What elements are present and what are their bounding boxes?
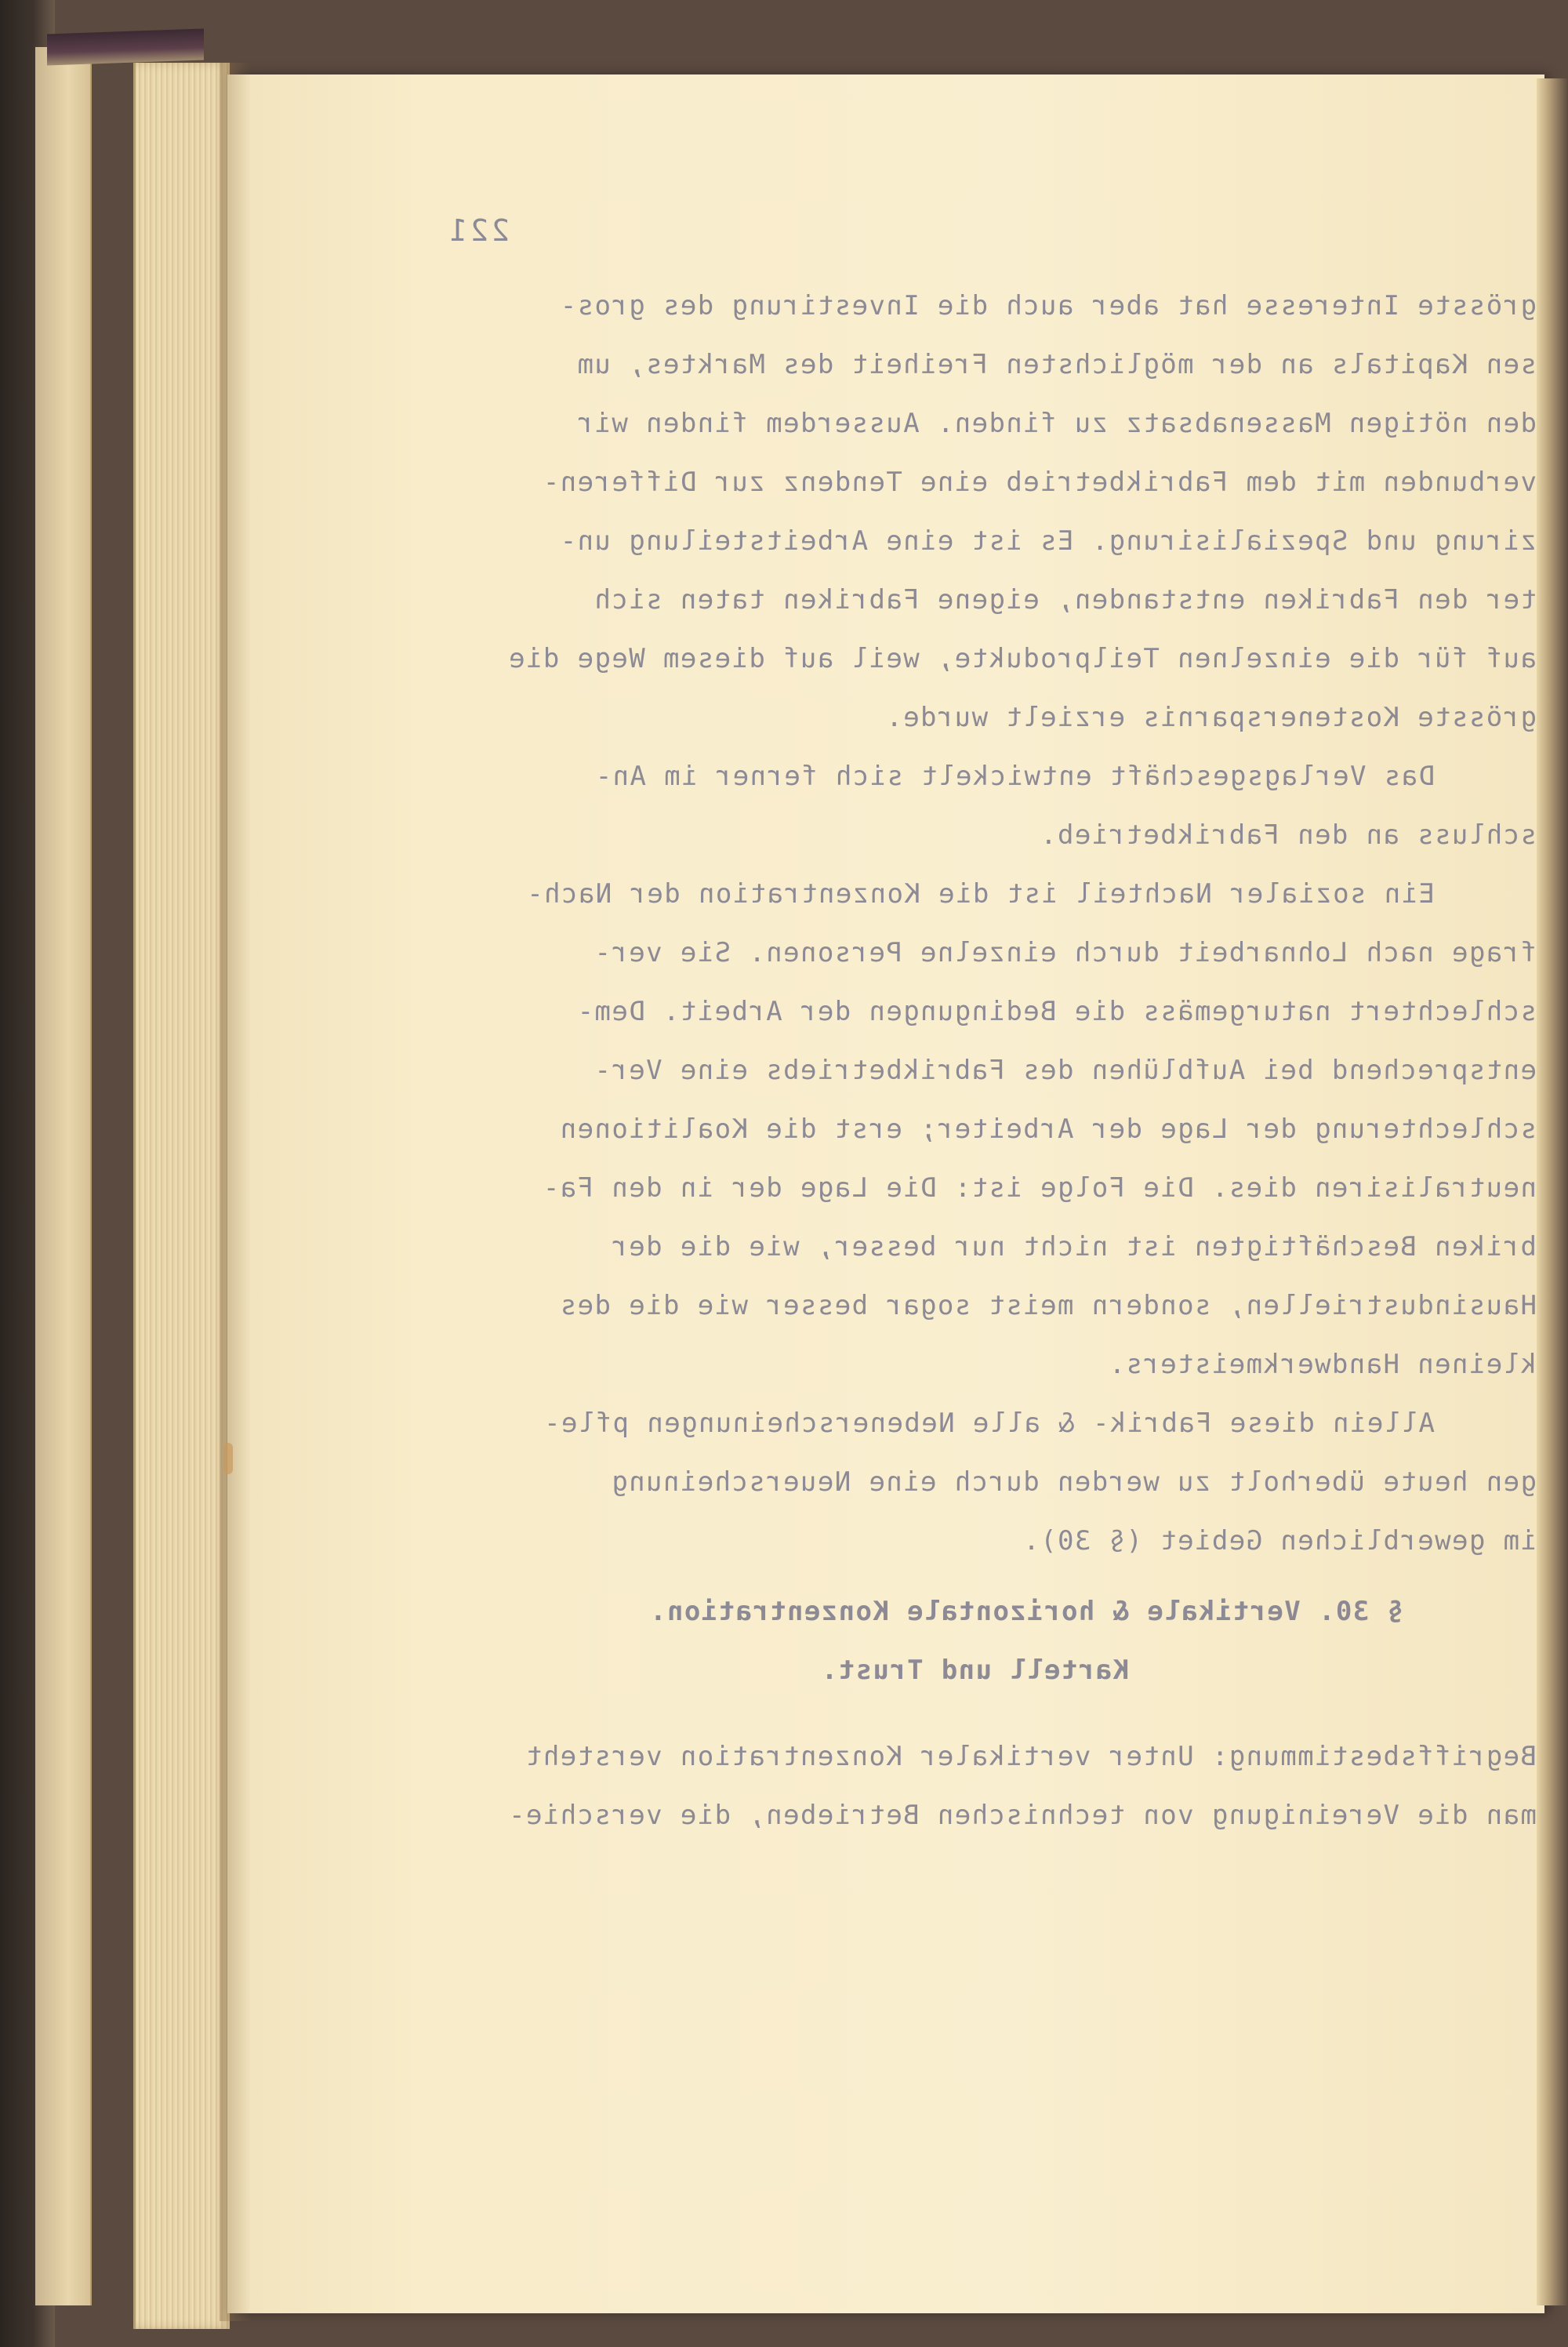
text-line: Ein sozialer Nachteil ist die Konzentration der Nach- [525,878,1435,910]
page-stack [133,63,230,2329]
text-line: im gewerblichen Gebiet (§ 30). [1022,1525,1537,1557]
section-subheading: Kartell und Trust. [820,1655,1129,1686]
text-line: Begriffsbestimmung: Unter vertikaler Konzentration versteht [524,1741,1537,1772]
text-line: man die Vereinigung von technischen Betrieben, die verschie- [507,1800,1537,1831]
page-number: 221 [446,213,510,248]
page-right-edge [1537,78,1568,2305]
text-line: den nötigen Massenabsatz zu finden. Ausserdem finden wir [576,408,1537,439]
bleed-through-text [329,204,1537,2164]
text-line: auf für die einzelnen Teilprodukte, weil auf diesem Wege die [507,643,1537,674]
text-line: neutralisiren dies. Die Folge ist: Die Lage der in den Fa- [542,1172,1537,1204]
gutter-shadow [220,63,251,2321]
text-line: entsprechend bei Aufblühen des Fabrikbetriebs eine Ver- [593,1055,1537,1086]
text-line: briken Beschäftigten ist nicht nur besser, wie die der [611,1231,1537,1263]
text-line: grösste Interesse hat aber auch die Investirung des gros- [559,290,1537,322]
text-line: schlechterung der Lage der Arbeiter; erst die Koalitionen [559,1114,1537,1145]
text-line: grösste Kostenersparnis erzielt wurde. [884,702,1537,733]
text-line: schluss an den Fabrikbetrieb. [1039,819,1537,851]
text-line: zirung und Spezialisirung. Es ist eine Arbeitsteilung un- [559,525,1537,557]
text-line: sen Kapitals an der möglichsten Freiheit des Marktes, um [576,349,1537,380]
book-spine-top [47,29,204,66]
text-line: Allein diese Fabrik- & alle Nebenerscheinungen pfle- [543,1408,1435,1439]
text-line: gen heute überholt zu werden durch eine Neuerscheinung [611,1466,1537,1498]
text-line: kleinen Handwerkmeisters. [1108,1349,1537,1380]
text-line: Das Verlagsgeschäft entwickelt sich ferner im An- [594,761,1435,792]
text-line: ter den Fabriken entstanden, eigene Fabriken taten sich [593,584,1537,616]
text-line: verbunden mit dem Fabrikbetrieb eine Tendenz zur Differen- [542,467,1537,498]
section-heading: § 30. Vertikale & horizontale Konzentration. [648,1596,1403,1627]
text-line: schlechtert naturgemäss die Bedingungen der Arbeit. Dem- [576,996,1537,1027]
paper-stain [223,1443,233,1474]
text-line: frage nach Lohnarbeit durch einzelne Personen. Sie ver- [593,937,1537,968]
book-cover-board [35,47,92,2305]
text-line: Hausindustriellen, sondern meist sogar besser wie die des [559,1290,1537,1321]
